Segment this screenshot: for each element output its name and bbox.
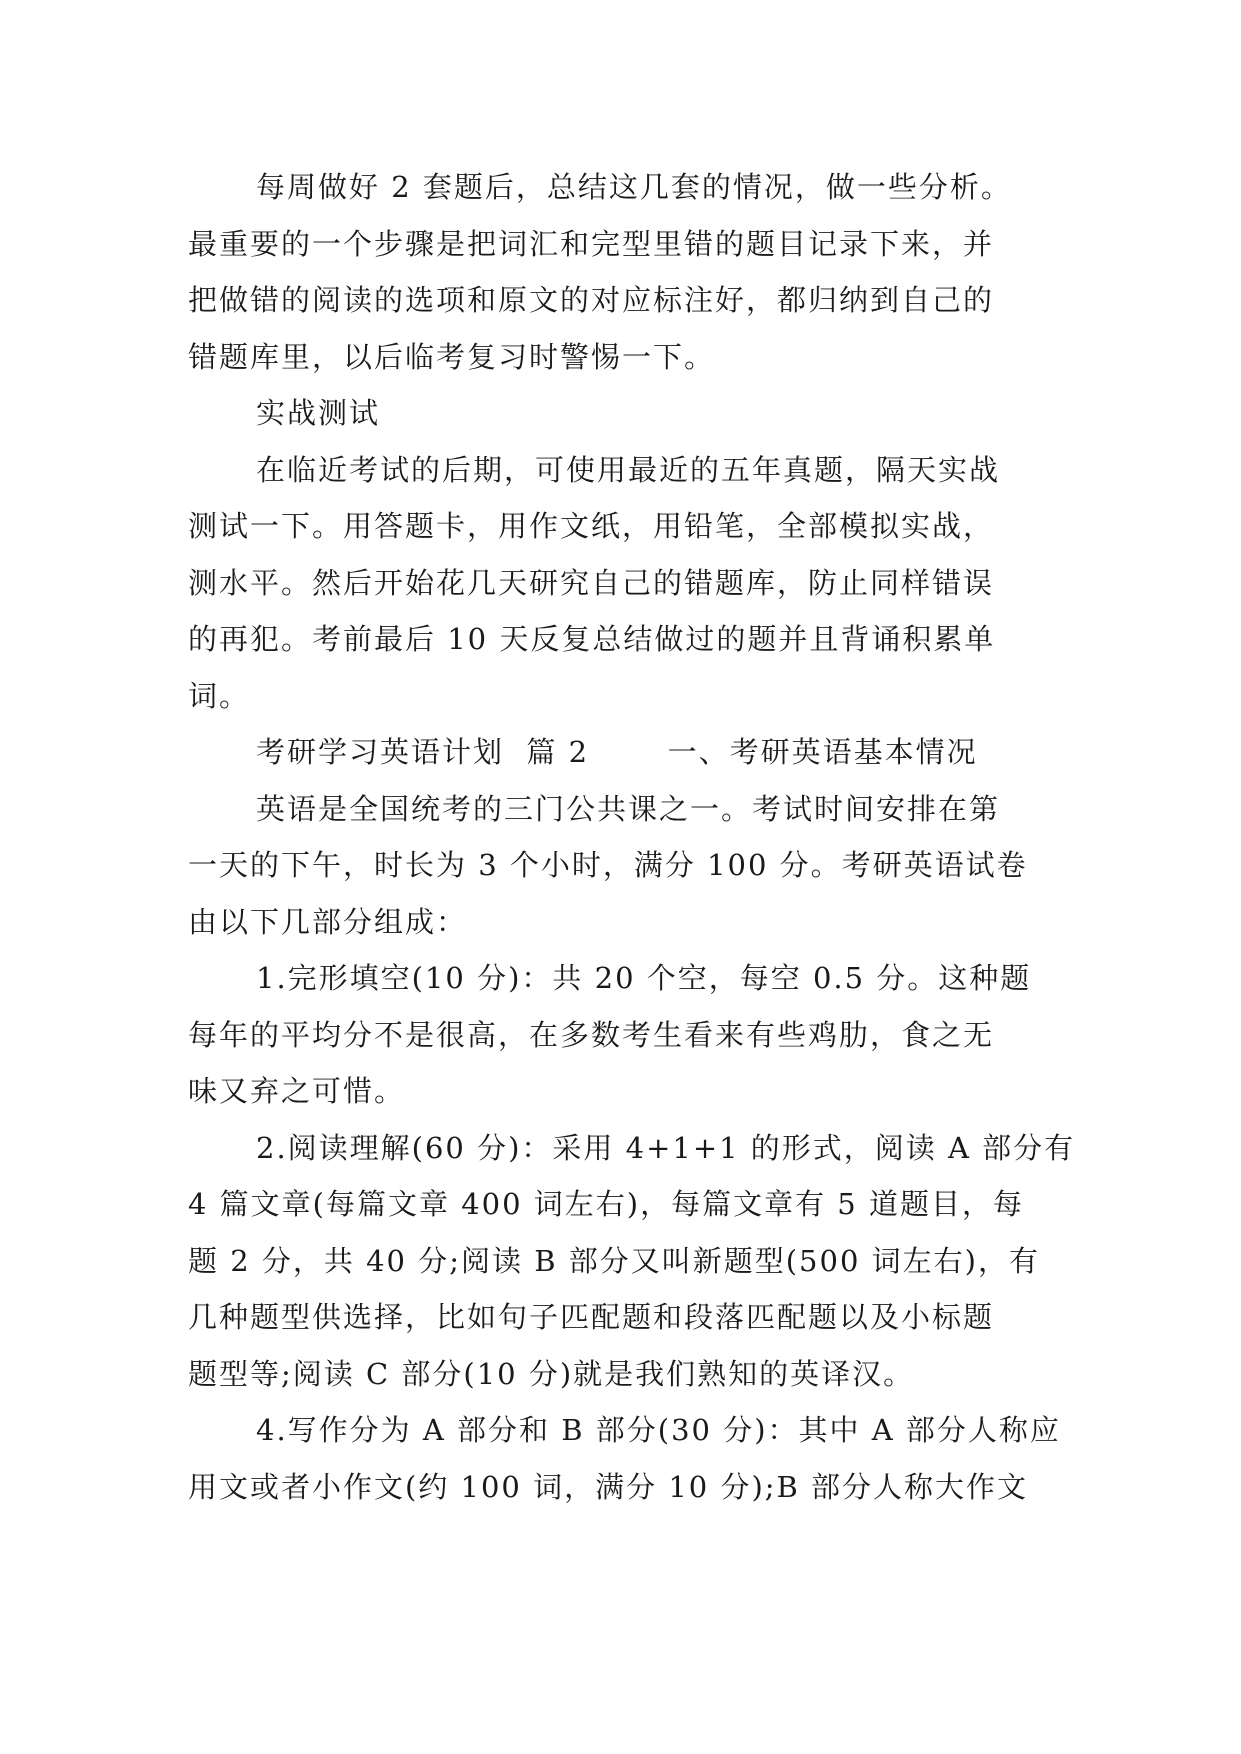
paragraph-line: 最重要的一个步骤是把词汇和完型里错的题目记录下来，并 [188, 227, 995, 261]
paragraph-line: 的再犯。考前最后 10 天反复总结做过的题并且背诵积累单 [188, 622, 996, 656]
paragraph-line: 由以下几部分组成： [188, 905, 468, 939]
paragraph-line: 味又弃之可惜。 [188, 1074, 406, 1108]
paragraph-line: 在临近考试的后期，可使用最近的五年真题，隔天实战 [256, 453, 1001, 487]
paragraph-line: 每年的平均分不是很高，在多数考生看来有些鸡肋，食之无 [188, 1018, 995, 1052]
paragraph-line: 测水平。然后开始花几天研究自己的错题库，防止同样错误 [188, 566, 995, 600]
paragraph-line: 错题库里，以后临考复习时警惕一下。 [188, 340, 716, 374]
section-heading: 考研学习英语计划 篇 2 一、考研英语基本情况 [256, 735, 978, 769]
paragraph-line: 测试一下。用答题卡，用作文纸，用铅笔，全部模拟实战， [188, 509, 995, 543]
paragraph-line: 几种题型供选择，比如句子匹配题和段落匹配题以及小标题 [188, 1300, 995, 1334]
paragraph-line: 词。 [188, 679, 251, 713]
paragraph-line: 一天的下午，时长为 3 个小时，满分 100 分。考研英语试卷 [188, 848, 1028, 882]
paragraph-line: 每周做好 2 套题后，总结这几套的情况，做一些分析。 [256, 170, 1012, 204]
paragraph-line: 题型等;阅读 C 部分(10 分)就是我们熟知的英译汉。 [188, 1357, 915, 1391]
paragraph-line: 把做错的阅读的选项和原文的对应标注好，都归纳到自己的 [188, 283, 995, 317]
paragraph-line: 2.阅读理解(60 分)：采用 4+1+1 的形式，阅读 A 部分有 [256, 1131, 1076, 1165]
section-heading: 实战测试 [256, 396, 381, 430]
paragraph-line: 1.完形填空(10 分)：共 20 个空，每空 0.5 分。这种题 [256, 961, 1032, 995]
paragraph-line: 题 2 分，共 40 分;阅读 B 部分又叫新题型(500 词左右)，有 [188, 1244, 1040, 1278]
paragraph-line: 4.写作分为 A 部分和 B 部分(30 分)：其中 A 部分人称应 [256, 1413, 1061, 1447]
paragraph-line: 用文或者小作文(约 100 词，满分 10 分);B 部分人称大作文 [188, 1470, 1029, 1504]
paragraph-line: 英语是全国统考的三门公共课之一。考试时间安排在第 [256, 792, 1001, 826]
paragraph-line: 4 篇文章(每篇文章 400 词左右)，每篇文章有 5 道题目，每 [188, 1187, 1024, 1221]
